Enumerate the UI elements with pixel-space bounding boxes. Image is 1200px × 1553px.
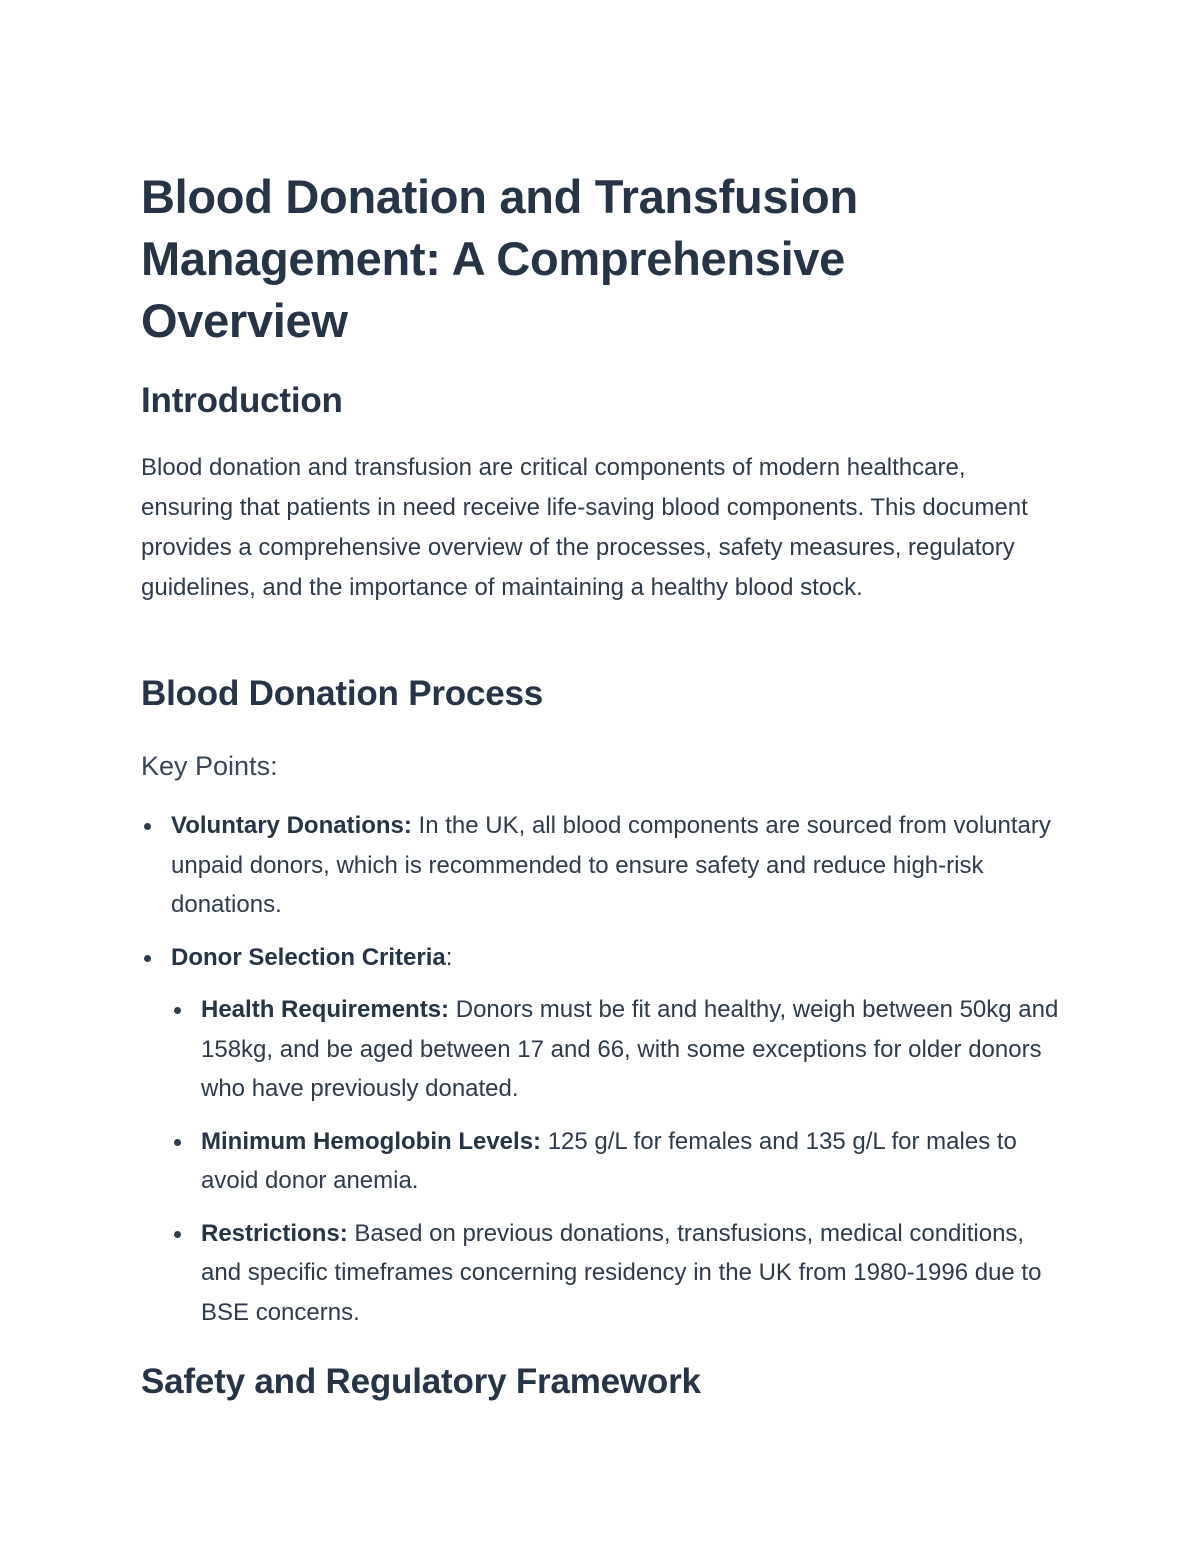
list-item-text: : — [445, 943, 453, 971]
sublist-item-hemoglobin-levels — [171, 1122, 1061, 1201]
list-item-label: Restrictions: — [201, 1219, 348, 1247]
list-item-text: 125 g/L for females and 135 g/L for males to avoid donor anemia. — [201, 1127, 1017, 1194]
list-item-label: Minimum Hemoglobin Levels: — [201, 1127, 542, 1155]
donor-criteria-sublist — [171, 990, 1061, 1332]
section-heading-introduction: Introduction — [141, 381, 343, 420]
sublist-item-restrictions — [171, 1214, 1061, 1333]
list-item-text: In the UK, all blood components are sourced from voluntary unpaid donors, which is recommended to ensure safety and reduce high-risk donations. — [171, 812, 1051, 918]
list-item-voluntary-donations — [141, 806, 1061, 925]
key-points-list — [141, 806, 1061, 1345]
sublist-item-health-requirements — [171, 990, 1061, 1109]
section-heading-donation-process: Blood Donation Process — [141, 674, 544, 713]
list-item-label: Health Requirements: — [201, 996, 450, 1023]
list-item-text: Based on previous donations, transfusions, medical conditions, and specific timeframes concerning residency in the UK from 1980-1996 due to BSE concerns. — [201, 1219, 1042, 1326]
list-item-label: Donor Selection Criteria — [171, 943, 446, 971]
list-item-donor-selection — [141, 938, 1061, 1333]
introduction-paragraph: Blood donation and transfusion are critical components of modern healthcare, ensuring that patients in need receive life-saving blood components. This document provides a comprehensive overview of the processes, safety measures, regulatory guidelines, and the importance of maintaining a healthy blood stock. — [141, 454, 1028, 601]
section-heading-safety-framework: Safety and Regulatory Framework — [141, 1362, 701, 1401]
list-item-label: Voluntary Donations: — [171, 812, 412, 839]
key-points-subheading: Key Points: — [141, 751, 278, 781]
list-item-text: Donors must be fit and healthy, weigh between 50kg and 158kg, and be aged between 17 and 66, with some exceptions for older donors who have previously donated. — [201, 996, 1059, 1102]
document-title: Blood Donation and Transfusion Management: A Comprehensive Overview — [141, 170, 858, 347]
